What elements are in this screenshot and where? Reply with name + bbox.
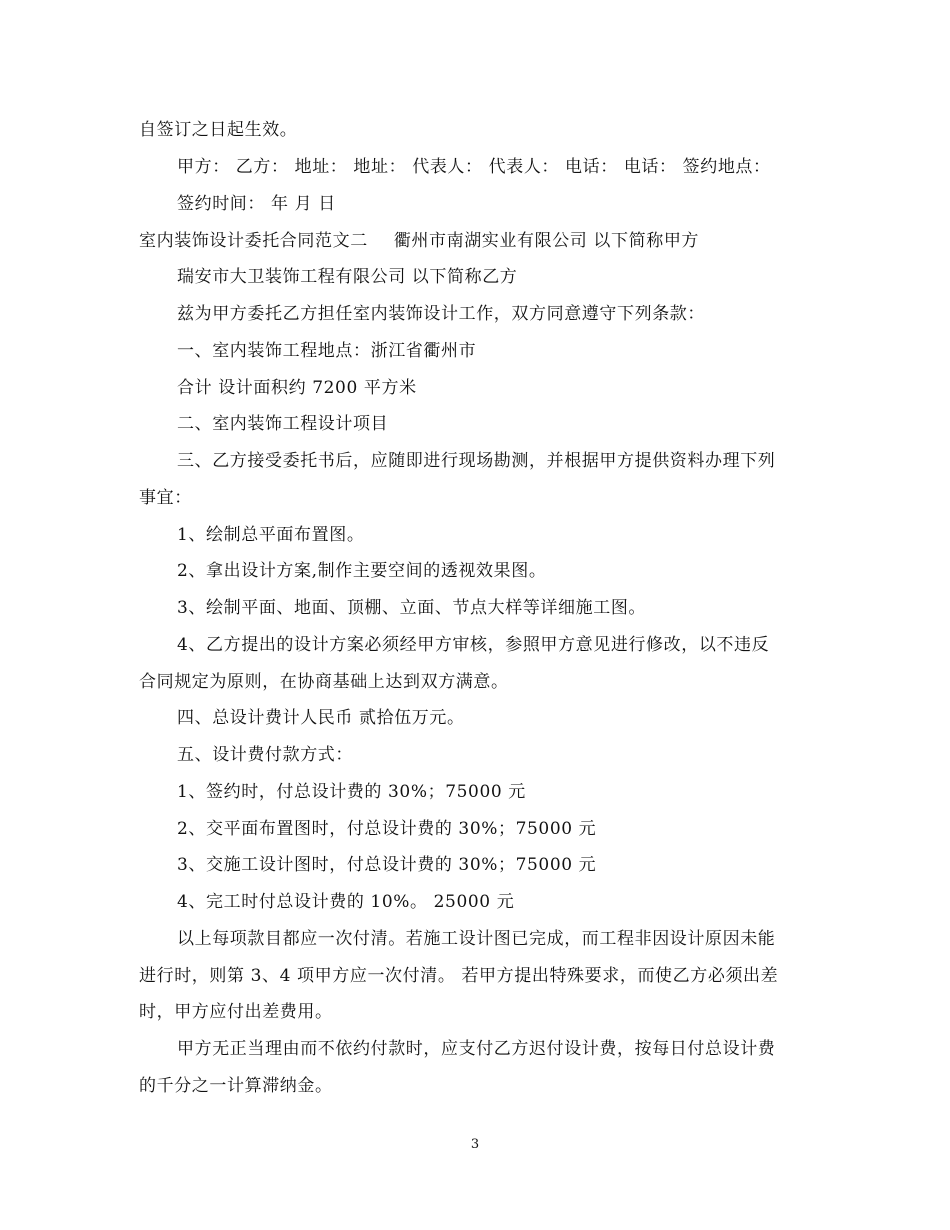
text-line: 自签订之日起生效。	[139, 120, 298, 140]
text-line: 的千分之一计算滞纳金。	[139, 1076, 333, 1096]
text-line: 五、设计费付款方式：	[177, 745, 353, 765]
contract-title-line	[139, 230, 699, 252]
text-line: 合计 设计面积约 7200 平方米	[177, 378, 417, 398]
text-line: 兹为甲方委托乙方担任室内装饰设计工作，双方同意遵守下列条款：	[177, 304, 705, 324]
text-line: 4、乙方提出的设计方案必须经甲方审核，参照甲方意见进行修改，以不违反	[177, 635, 770, 655]
text-line: 3、绘制平面、地面、顶棚、立面、节点大样等详细施工图。	[177, 598, 647, 618]
text-line: 二、室内装饰工程设计项目	[177, 414, 389, 434]
party-a-intro: 衢州市南湖实业有限公司 以下简称甲方	[393, 231, 700, 251]
text-line: 1、绘制总平面布置图。	[177, 525, 365, 545]
text-line: 3、交施工设计图时，付总设计费的 30%；75000 元	[177, 855, 597, 875]
text-line: 一、室内装饰工程地点：浙江省衢州市	[177, 341, 477, 361]
page-number: 3	[470, 1137, 480, 1152]
text-line: 事宜：	[139, 488, 192, 508]
text-line: 甲方无正当理由而不依约付款时，应支付乙方迟付设计费，按每日付总设计费	[177, 1039, 776, 1059]
text-line: 1、签约时，付总设计费的 30%；75000 元	[177, 782, 526, 802]
text-line: 签约时间： 年 月 日	[177, 194, 336, 214]
text-line: 时，甲方应付出差费用。	[139, 1002, 333, 1022]
text-line: 4、完工时付总设计费的 10%。 25000 元	[177, 892, 515, 912]
text-line: 甲方： 乙方： 地址： 地址： 代表人： 代表人： 电话： 电话： 签约地点：	[177, 157, 771, 177]
text-line: 进行时，则第 3、4 项甲方应一次付清。 若甲方提出特殊要求，而使乙方必须出差	[139, 966, 779, 986]
text-line: 以上每项款目都应一次付清。若施工设计图已完成，而工程非因设计原因未能	[177, 929, 776, 949]
contract-title: 室内装饰设计委托合同范文二	[139, 231, 368, 251]
text-line: 四、总设计费计人民币 贰拾伍万元。	[177, 708, 465, 728]
text-line: 2、拿出设计方案,制作主要空间的透视效果图。	[177, 561, 547, 581]
text-line: 合同规定为原则，在协商基础上达到双方满意。	[139, 672, 509, 692]
text-line: 瑞安市大卫装饰工程有限公司 以下简称乙方	[177, 267, 518, 287]
text-line: 三、乙方接受委托书后，应随即进行现场勘测，并根据甲方提供资料办理下列	[177, 451, 776, 471]
text-line: 2、交平面布置图时，付总设计费的 30%；75000 元	[177, 819, 597, 839]
